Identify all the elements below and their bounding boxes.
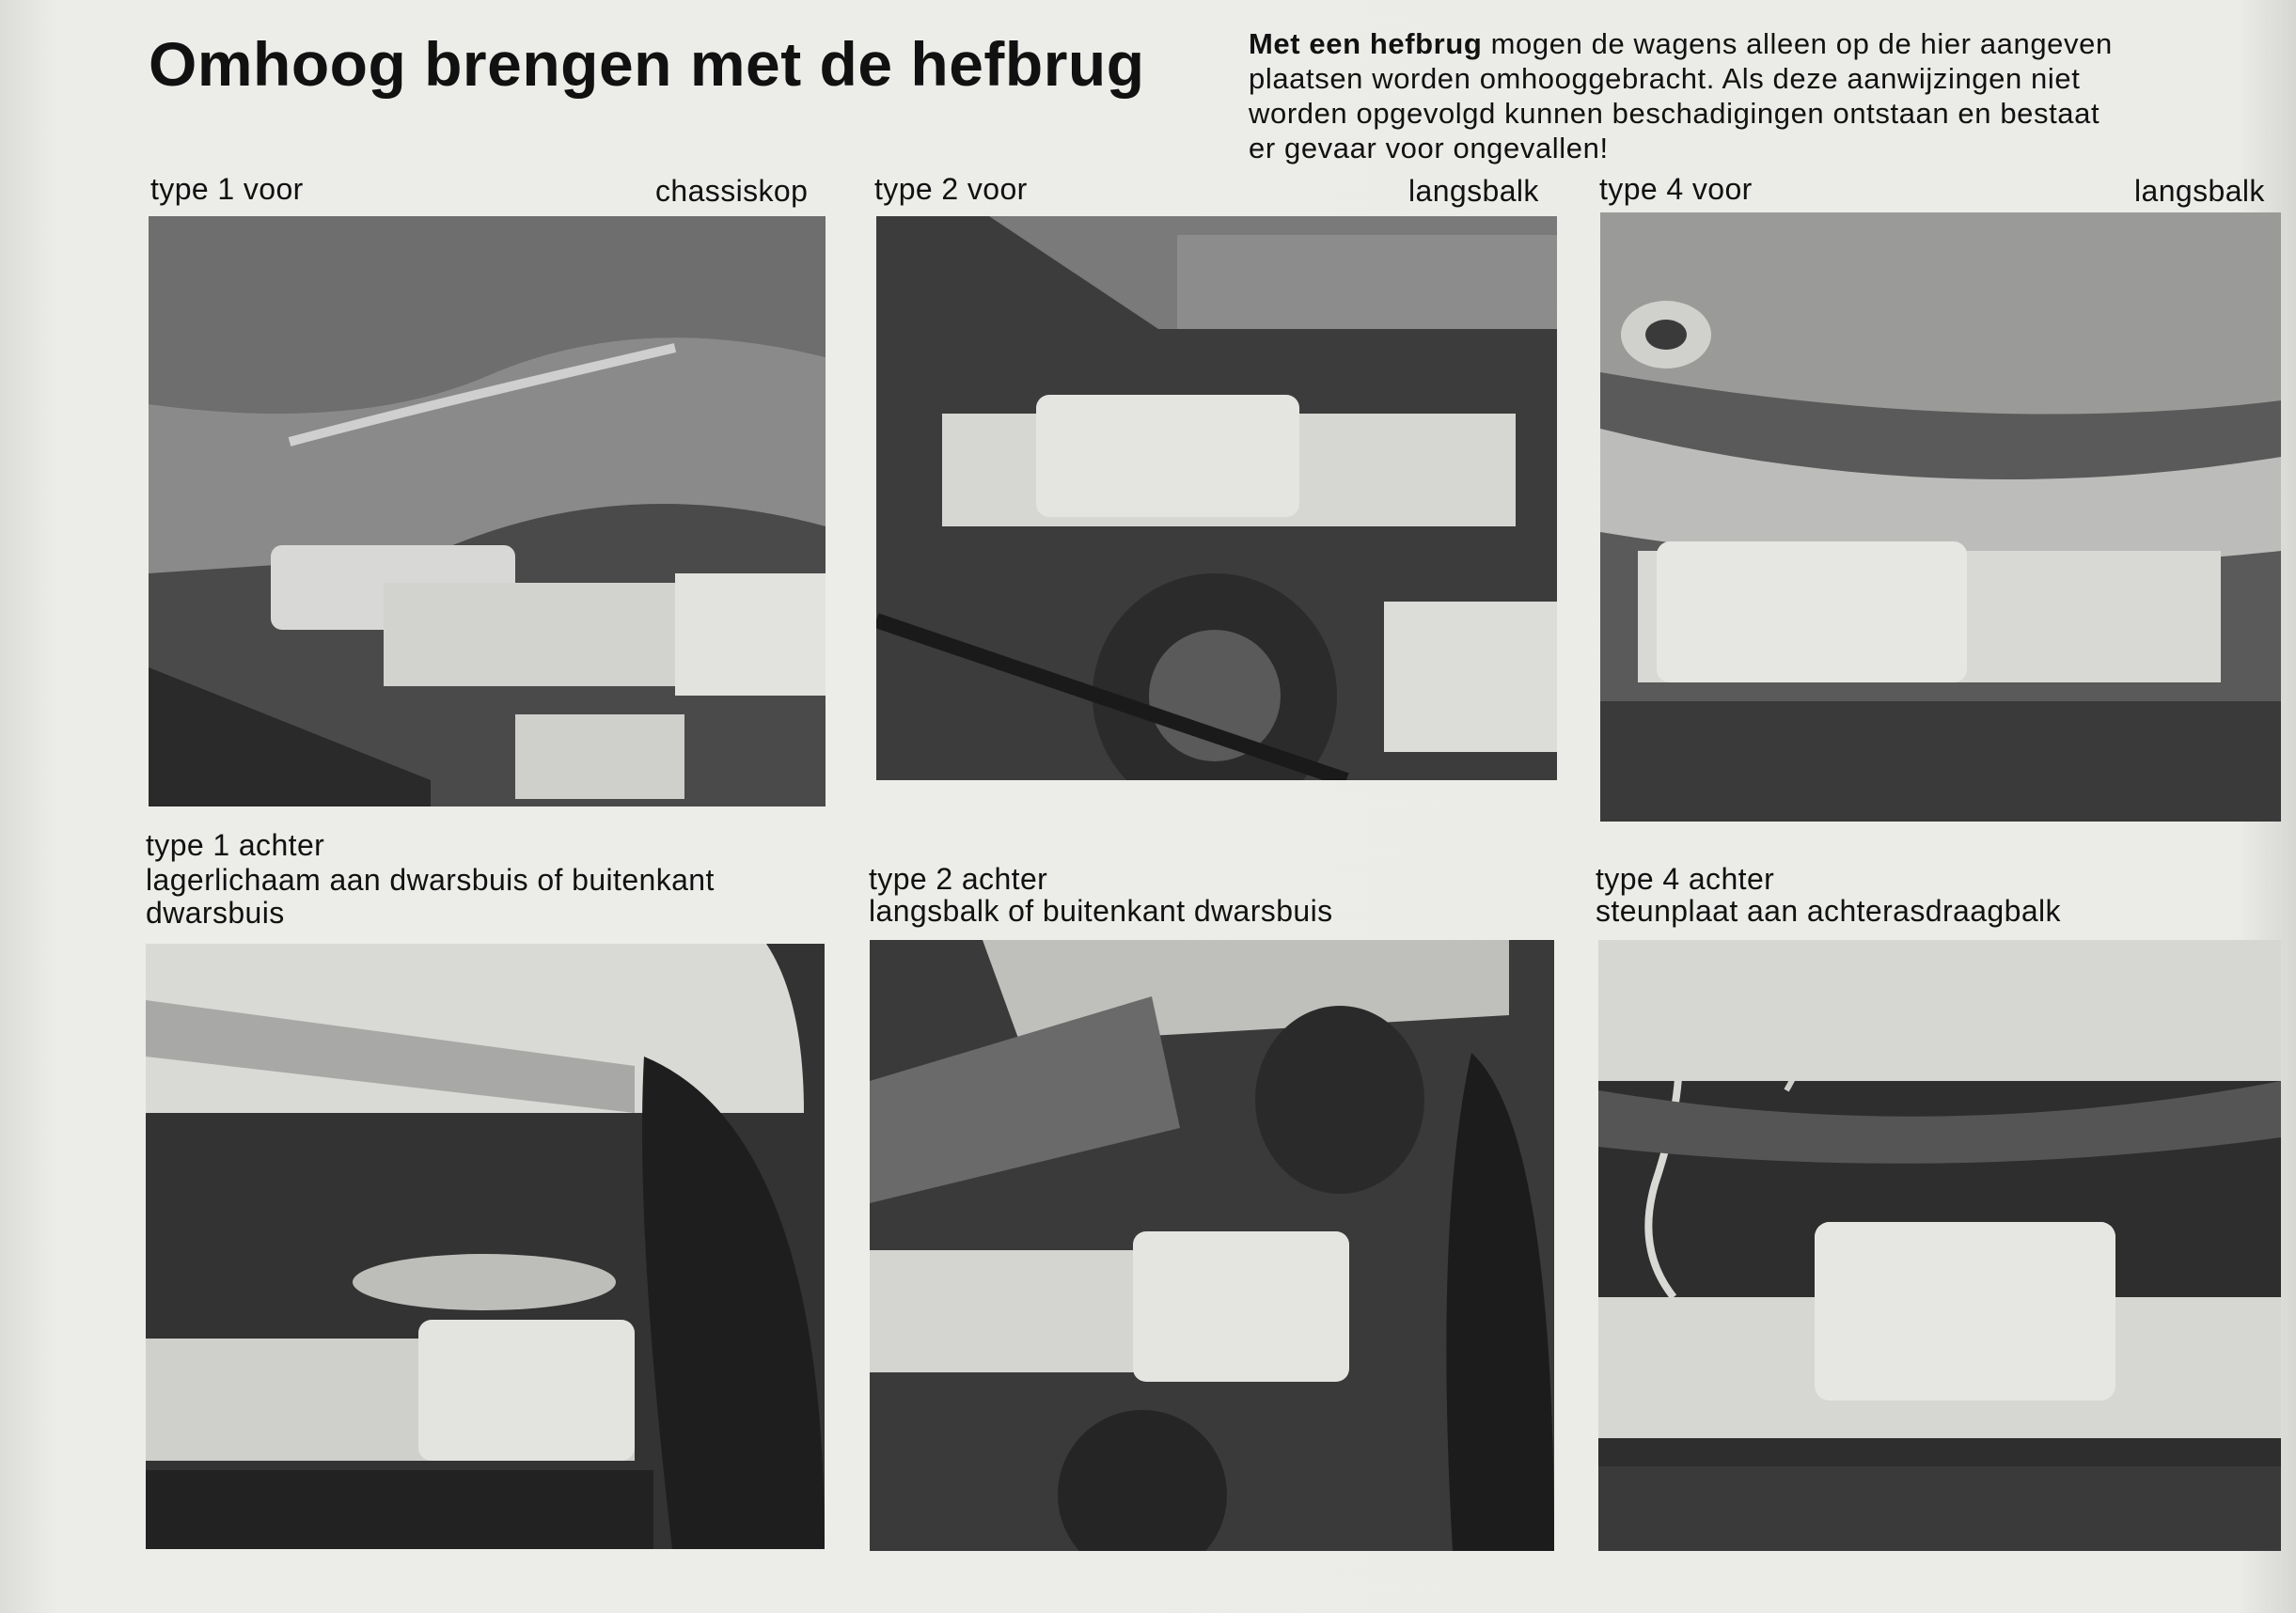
photo-type4-voor bbox=[1600, 212, 2281, 822]
panel-point-type1-achter: lagerlichaam aan dwarsbuis of buitenkant bbox=[146, 863, 715, 897]
photo-type1-achter bbox=[146, 944, 825, 1549]
intro-line-1: mogen de wagens alleen op de hier aangeven bbox=[1482, 27, 2113, 60]
panel-label-type2-voor: type 2 voor bbox=[874, 172, 1028, 206]
panel-point-type4-voor: langsbalk bbox=[2134, 174, 2265, 208]
intro-line-2: plaatsen worden omhooggebracht. Als deze aanwijzingen niet bbox=[1249, 62, 2081, 95]
panel-label-type4-achter: type 4 achter bbox=[1596, 862, 1775, 896]
panel-label-type4-voor: type 4 voor bbox=[1599, 172, 1753, 206]
intro-lead: Met een hefbrug bbox=[1249, 27, 1483, 60]
panel-label-type2-achter: type 2 achter bbox=[869, 862, 1048, 896]
intro-line-4: er gevaar voor ongevallen! bbox=[1249, 132, 1609, 164]
photo-type2-voor bbox=[876, 216, 1557, 780]
page-title: Omhoog brengen met de hefbrug bbox=[149, 29, 1145, 99]
intro-paragraph bbox=[1249, 26, 2288, 165]
photo-type4-achter bbox=[1598, 940, 2281, 1551]
photo-type1-voor bbox=[149, 216, 826, 806]
photo-type2-achter bbox=[870, 940, 1554, 1551]
panel-label-type1-achter: type 1 achter bbox=[146, 828, 325, 862]
panel-point-type2-voor: langsbalk bbox=[1408, 174, 1539, 208]
panel-point-type2-achter: langsbalk of buitenkant dwarsbuis bbox=[869, 894, 1333, 928]
panel-point-type4-achter: steunplaat aan achterasdraagbalk bbox=[1596, 894, 2061, 928]
panel-point-type1-achter-cont: dwarsbuis bbox=[146, 896, 285, 930]
intro-line-3: worden opgevolgd kunnen beschadigingen ontstaan en bestaat bbox=[1249, 97, 2100, 130]
panel-point-type1-voor: chassiskop bbox=[655, 174, 809, 208]
panel-label-type1-voor: type 1 voor bbox=[150, 172, 304, 206]
